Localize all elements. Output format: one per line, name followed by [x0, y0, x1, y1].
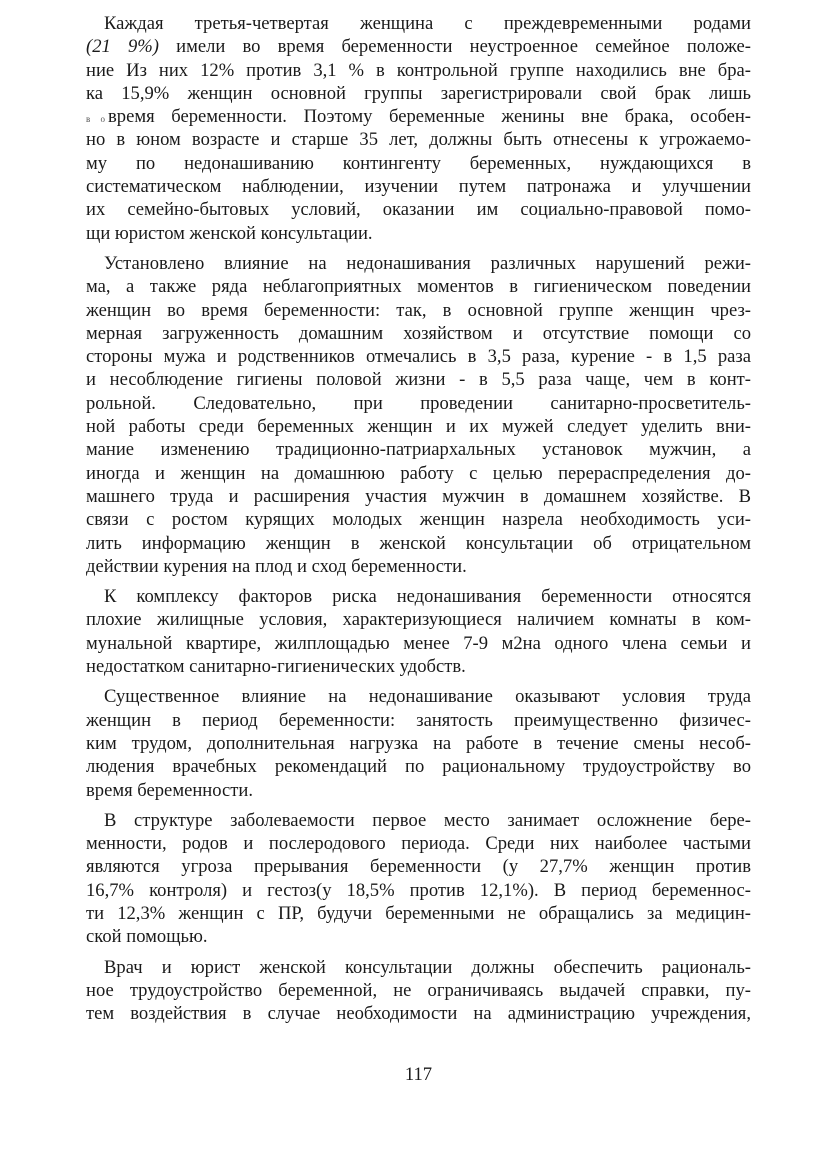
line-text: и несоблюдение гигиены половой жизни - в 5,5 раза чаще, чем в конт-	[86, 369, 751, 391]
text-line	[86, 532, 751, 555]
line-text: В структуре заболеваемости первое место занимает осложнение бере-	[104, 809, 751, 831]
text-line	[86, 12, 751, 35]
line-text: мерная загруженность домашним хозяйством и отсутствие помощи со	[86, 322, 751, 344]
line-text: недостатком санитарно-гигиенических удобств.	[86, 656, 466, 678]
line-text: тем воздействия в случае необходимости на администрацию учреждения,	[86, 1003, 751, 1025]
text-line	[86, 685, 751, 708]
line-text: ким трудом, дополнительная нагрузка на работе в течение смены несоб-	[86, 732, 751, 754]
line-text: Каждая третья-четвертая женщина с преждевременными родами	[104, 13, 751, 34]
text-line	[86, 175, 751, 198]
page-number: 117	[404, 1064, 433, 1085]
line-text: Существенное влияние на недонашивание оказывают условия труда	[104, 686, 751, 708]
text-line	[86, 35, 751, 58]
line-text: лить информацию женщин в женской консультации об отрицательном	[86, 532, 751, 554]
paragraph	[86, 585, 751, 678]
line-text: менности, родов и послеродового периода. Среди них наиболее частыми	[86, 833, 751, 855]
line-text: но в юном возрасте и старше 35 лет, должны быть отнесены к угрожаемо-	[86, 129, 751, 151]
line-text: плохие жилищные условия, характеризующиеся наличием комнаты в ком-	[86, 609, 751, 631]
line-text: К комплексу факторов риска недонашивания беременности относятся	[104, 586, 751, 608]
line-text: их семейно-бытовых условий, оказании им социально-правовой помо-	[86, 199, 751, 221]
text-line	[86, 128, 751, 151]
text-line	[86, 925, 751, 948]
text-line	[86, 82, 751, 105]
text-line	[86, 902, 751, 925]
line-text: ма, а также ряда неблагоприятных моментов в гигиеническом поведении	[86, 276, 751, 298]
line-text: людения врачебных рекомендаций по рациональному трудоустройству во	[86, 756, 751, 778]
line-text: действии курения на плод и сход беременности.	[86, 555, 467, 577]
text-line	[86, 855, 751, 878]
text-line	[86, 879, 751, 902]
line-text: ние Из них 12% против 3,1 % в контрольной группе находились вне бра-	[86, 59, 751, 81]
text-line	[86, 779, 751, 802]
paragraph	[86, 252, 751, 578]
line-text: 16,7% контроля) и гестоз(у 18,5% против 12,1%). В период беременнос-	[86, 879, 751, 901]
paragraph	[86, 12, 751, 245]
text-line	[86, 198, 751, 221]
line-text: женщин в период беременности: занятость преимущественно физичес-	[86, 709, 751, 731]
text-line	[86, 415, 751, 438]
line-text: систематическом наблюдении, изучении путем патронажа и улучшении	[86, 176, 751, 198]
text-line	[86, 152, 751, 175]
line-text: Установлено влияние на недонашивания различных нарушений режи-	[104, 252, 751, 274]
text-line	[86, 832, 751, 855]
line-text: ное трудоустройство беременной, не ограничиваясь выдачей справки, пу-	[86, 979, 751, 1001]
text-line	[86, 299, 751, 322]
text-line	[86, 1002, 751, 1025]
text-line	[86, 345, 751, 368]
line-text: время беременности.	[86, 779, 253, 801]
line-text: му по недонашиванию контингенту беременных, нуждающихся в	[86, 152, 751, 174]
line-text: рольной. Следовательно, при проведении санитарно-просветитель-	[86, 392, 751, 414]
line-text: машнего труда и расширения участия мужчин в домашнем хозяйстве. В	[86, 485, 751, 507]
text-line	[86, 979, 751, 1002]
text-line	[86, 555, 751, 578]
text-line	[86, 392, 751, 415]
line-text: ской помощью.	[86, 926, 208, 948]
line-text: женщин во время беременности: так, в основной группе женщин чрез-	[86, 299, 751, 321]
document-page	[86, 12, 751, 1032]
text-line	[86, 956, 751, 979]
line-text: ти 12,3% женщин с ПР, будучи беременными не обращались за медицин-	[86, 902, 751, 924]
text-line	[86, 585, 751, 608]
text-line	[86, 59, 751, 82]
text-line	[86, 222, 751, 245]
text-line	[86, 368, 751, 391]
line-text: ка 15,9% женщин основной группы зарегистрировали свой брак лишь	[86, 82, 751, 104]
text-line	[86, 462, 751, 485]
text-line	[86, 322, 751, 345]
text-line	[86, 275, 751, 298]
line-text: являются угроза прерывания беременности (у 27,7% женщин против	[86, 856, 751, 878]
text-line	[86, 608, 751, 631]
line-text: мание изменению традиционно-патриархальных установок мужчин, а	[86, 439, 751, 461]
paragraph	[86, 956, 751, 1026]
text-line	[86, 809, 751, 832]
line-text: имели во время беременности неустроенное семейное положе-	[158, 36, 751, 58]
paragraph	[86, 809, 751, 949]
text-line	[86, 755, 751, 778]
line-text: стороны мужа и родственников отмечались в 3,5 раза, курение - в 1,5 раза	[86, 346, 751, 368]
line-text: иногда и женщин на домашнюю работу с целью перераспределения до-	[86, 462, 751, 484]
italic-text: (21 9%)	[86, 36, 159, 58]
line-text: щи юристом женской консультации.	[86, 222, 373, 244]
line-text: время беременности. Поэтому беременные женины вне брака, особен-	[108, 106, 751, 128]
text-line	[86, 709, 751, 732]
line-text: мунальной квартире, жилплощадью менее 7-9 м2на одного члена семьи и	[86, 632, 751, 654]
line-text: ной работы среди беременных женщин и их мужей следует уделить вни-	[86, 416, 751, 438]
text-line	[86, 632, 751, 655]
text-line	[86, 508, 751, 531]
text-line	[86, 732, 751, 755]
text-line	[86, 105, 751, 128]
line-text: связи с ростом курящих молодых женщин назрела необходимость уси-	[86, 509, 751, 531]
print-specks: в о	[86, 114, 108, 125]
text-line	[86, 438, 751, 461]
line-text: Врач и юрист женской консультации должны обеспечить рациональ-	[104, 956, 751, 978]
text-line	[86, 655, 751, 678]
text-line	[86, 485, 751, 508]
paragraph	[86, 685, 751, 801]
text-line	[86, 252, 751, 275]
